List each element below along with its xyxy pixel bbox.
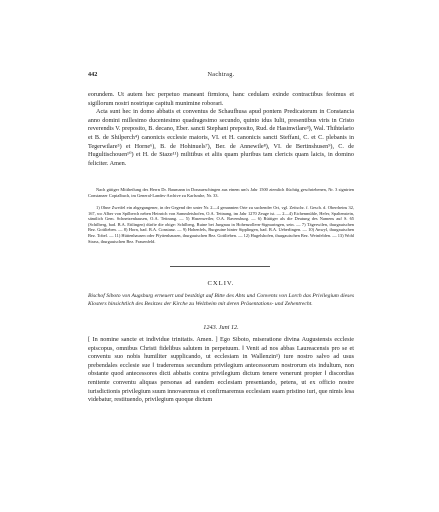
divider-rule (170, 266, 270, 267)
paragraph-1: eorundem. Ut autem hec perpetuo maneant firmiora, hanc cedulam exinde contractibus feoimus et sigillorum nostri nostrique capituli munimine roborari. (88, 91, 354, 107)
paragraph-2: Acta sunt hec in domo abbatis et conventus de Schaufhusa apud pontem Predicatorum in Constancia anno domini millesimo ducentesimo quadragesimo secundo, quinto idus Iulii, presentibus viris in Cristo reverendis V. preposito, B. decano, Eber. sancti Stephani preposito, Rud. de Hasinwilare³), Wal. Thihtelario et B. de Shilperch⁴) canonicis ecclesie maioris, VI. et H. canonicis sancti Steffani, C. et C. plebanis in Tegerwilare⁵) et Horne⁶), B. de Hohinuels⁷), Ber. de Annewile⁸), VI. de Bertinshusen⁹), C. de Hugultischouen¹⁰) et H. de Staze¹¹) militibus et aliis quam pluribus tam clericis quam laicis, in domino feliciter. Amen. (88, 108, 354, 167)
footnotes-text: 1) Ohne Zweifel ein abgegangener, in der Gegend der unter Nr. 2—4 genannten Orte zu suchender Ort, vgl. Zeitschr. f. Gesch. d. Oberrheins 32, 167, wo Alber von Spilberch neben Heinrich von Sammletshofen, O.A. Tettnang, im Jahr 1270 Zeuge ist. — 2—4) Eichenmühle, Hefer, Spaltenstein, sämtlich Gem. Schnetzenhausen, O.A. Tettnang. — 5) Hasenweiler, O.A. Ravensburg. — 6) Rüttiger als die Deutung des Namens auf S. 65 (Schilberg, bad. B.A. Ettlingen) dürfte die obige: Schilberg, Ruine bei Jungnau in Hohenzollern-Sigmaringen, sein. — 7) Tägerwilen, thurgauischen Bez. Gottlieben. — 8) Horn, bad. B.A. Constanz. — 9) Hohenfels, Burgruine hinter Sipplingen, bad. B.A. Ueberlingen. — 10) Anwyl, thurgauischen Bez. Tobel. — 11) Hüttenhausen oder Pfyttenhausen, thurgauischen Bez. Gottlieben. — 12) Hugelshofen, thurgauischen Bez. Weinfelden. — 13) Wohl Strass, thurgauischen Bez. Frauenfeld. (88, 205, 354, 244)
source-note-text: Nach gütiger Mittheilung des Herrn Dr. Baumann in Donaueschingen aus einem um's Jahr 1500 ziemlich flüchtig geschriebenen, Nr. 3 signirten Constanzer Copialbuch, im General-Landes-Archive zu Karlsruhe, Nr. 33. (88, 187, 354, 198)
charter-text (88, 91, 354, 168)
chapter-date: 1243. Juni 12. (203, 324, 239, 331)
chapter-regest: Bischof Sibotо von Augsburg erneuert und bestätigt auf Bitte des Abts und Convents von Lorch das Privilegium dieses Klosters hinsichtlich des Besitzes der Kirche zu Welzheim mit deren Präsentations- und Zehentrecht. (88, 293, 354, 307)
page-header (88, 71, 354, 81)
chapter-number: CXLIV. (207, 280, 235, 287)
running-title: Nachtrag. (207, 71, 235, 78)
footnotes (88, 205, 354, 244)
chapter-text-paragraph: [ In nomine sancte et individue trinitatis. Amen. ] Ego Siboto, miseratione divina Augustensis ecclesie episcopus, omnibus Christi fidelibus salutem in perpetuum. ‖ Venit ad nos abbas Laureacensis pro se et conventu suo nobis humiliter supplicando, ut ecclesiam in Wallenzin¹) iure nostro salvo ad usus prebendales ecclesie sue ‖ traderemus secundum privilegium antecessorum nostrorum eis indultum, non obstante quod antecessores dicti abbatis contra privilegium dictum tenere venerunt propter ‖ discordias renitente conventu aliquas personas ad eandem ecclesiam presentando, petens, ut ex officio nostre iurisdictionis privilegium suum innovaremus et confirmaremus ecclesiam suam pristino iuri, que nimis lesa videbatur, restituendo, privilegium quoque dictum (88, 336, 354, 404)
source-note (88, 187, 354, 198)
page-number: 442 (88, 71, 98, 78)
chapter-text (88, 336, 354, 405)
